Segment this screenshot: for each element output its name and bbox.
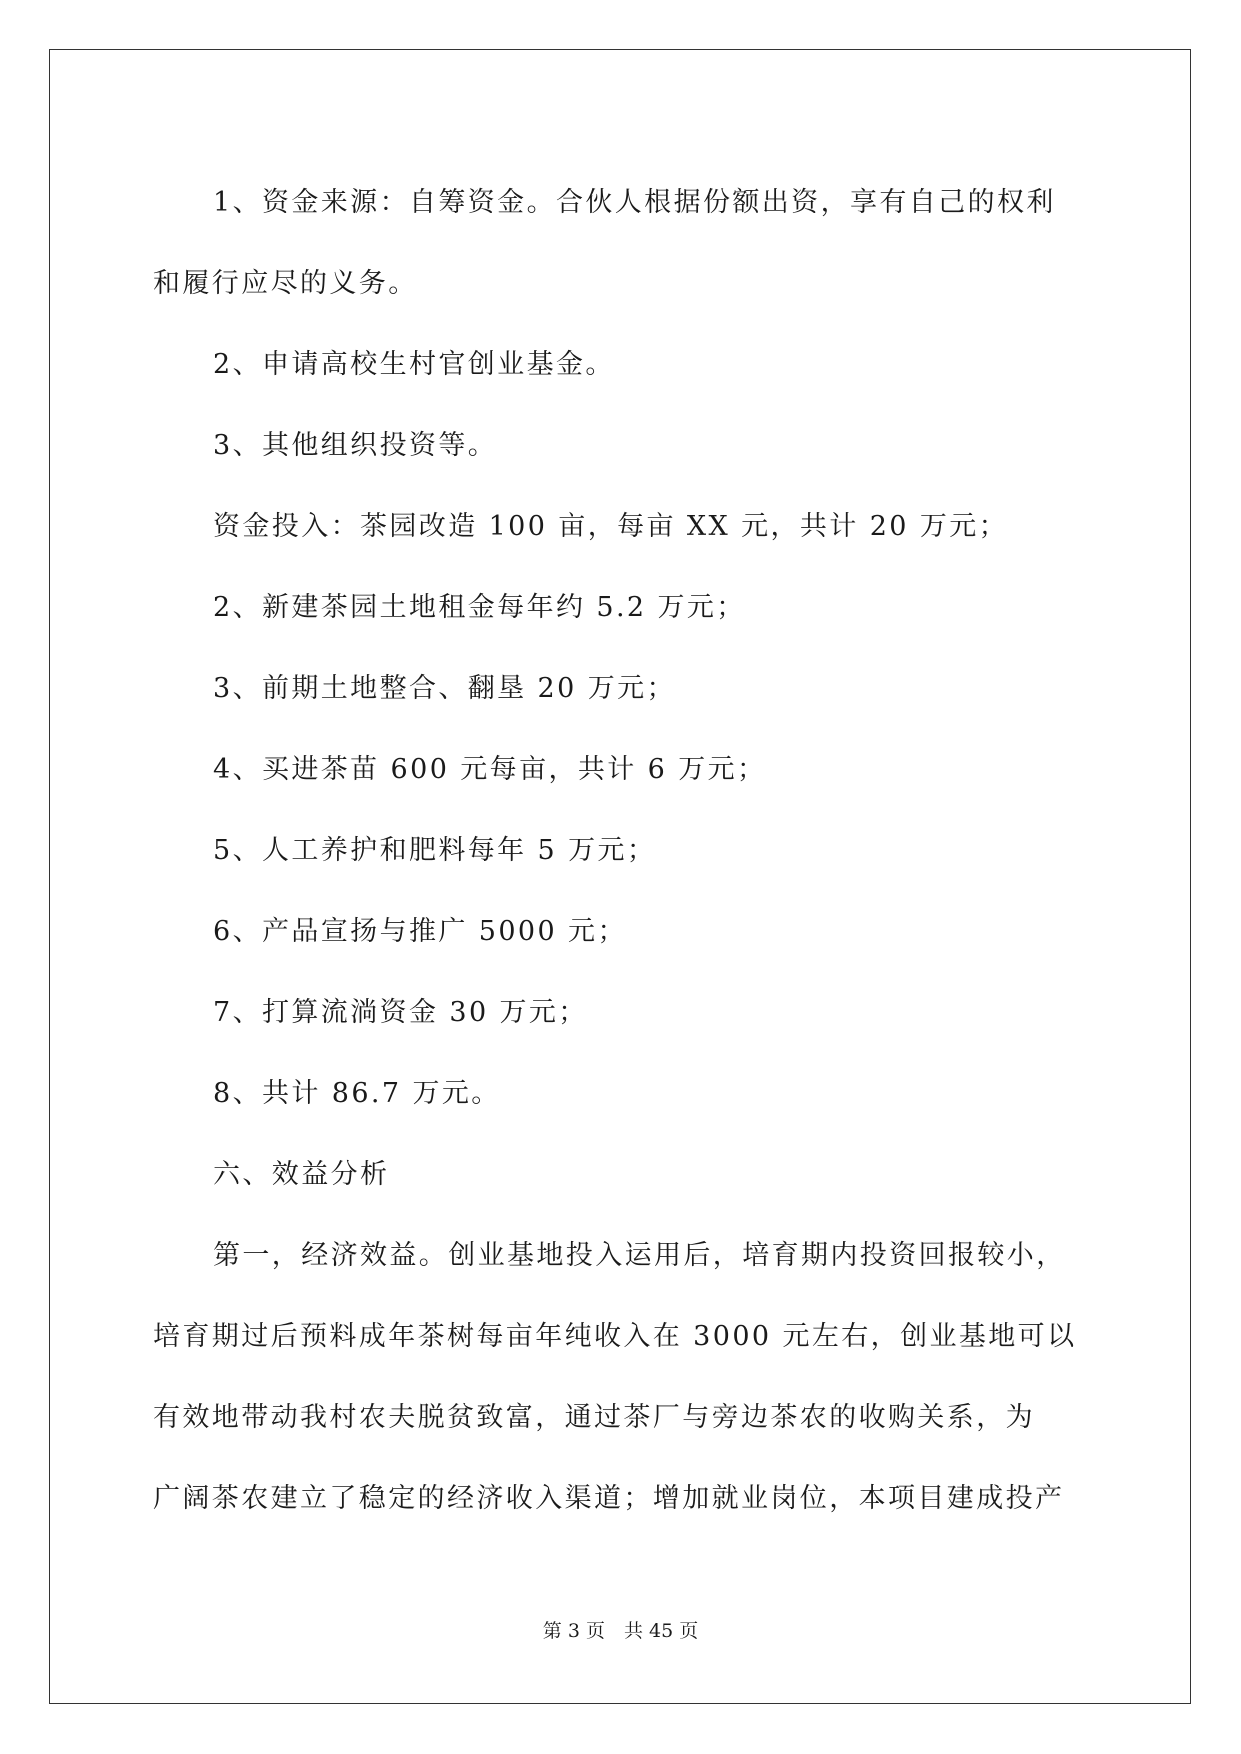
paragraph-promotion: 6、产品宣扬与推广 5000 元； <box>213 916 627 947</box>
paragraph-maintenance: 5、人工养护和肥料每年 5 万元； <box>213 835 657 866</box>
paragraph-funding-source-line-1: 1、资金来源：自筹资金。合伙人根据份额出资，享有自己的权利 <box>213 187 1056 218</box>
paragraph-capital-input: 资金投入：茶园改造 100 亩，每亩 XX 元，共计 20 万元； <box>213 511 1009 542</box>
document-body <box>153 162 1093 1539</box>
paragraph-economic-benefit-line-3: 有效地带动我村农夫脱贫致富，通过茶厂与旁边茶农的收购关系，为 <box>153 1402 1035 1433</box>
paragraph-working-capital: 7、打算流淌资金 30 万元； <box>213 997 588 1028</box>
paragraph-tea-seedlings: 4、买进茶苗 600 元每亩，共计 6 万元； <box>213 754 767 785</box>
paragraph-funding-source-line-2: 和履行应尽的义务。 <box>153 268 418 299</box>
paragraph-total: 8、共计 86.7 万元。 <box>213 1078 501 1109</box>
paragraph-land-reclaim: 3、前期土地整合、翻垦 20 万元； <box>213 673 676 704</box>
paragraph-land-rent: 2、新建茶园土地租金每年约 5.2 万元； <box>213 592 746 623</box>
paragraph-apply-fund: 2、申请高校生村官创业基金。 <box>213 349 615 380</box>
paragraph-economic-benefit-line-4: 广阔茶农建立了稳定的经济收入渠道；增加就业岗位，本项目建成投产 <box>153 1483 1065 1514</box>
paragraph-other-investment: 3、其他组织投资等。 <box>213 430 498 461</box>
paragraph-economic-benefit-line-2: 培育期过后预料成年茶树每亩年纯收入在 3000 元左右，创业基地可以 <box>153 1321 1077 1352</box>
paragraph-economic-benefit-line-1: 第一，经济效益。创业基地投入运用后，培育期内投资回报较小， <box>213 1240 1066 1271</box>
page-number-footer: 第 3 页 共 45 页 <box>542 1620 699 1642</box>
section-heading-benefit-analysis: 六、效益分析 <box>213 1159 390 1190</box>
